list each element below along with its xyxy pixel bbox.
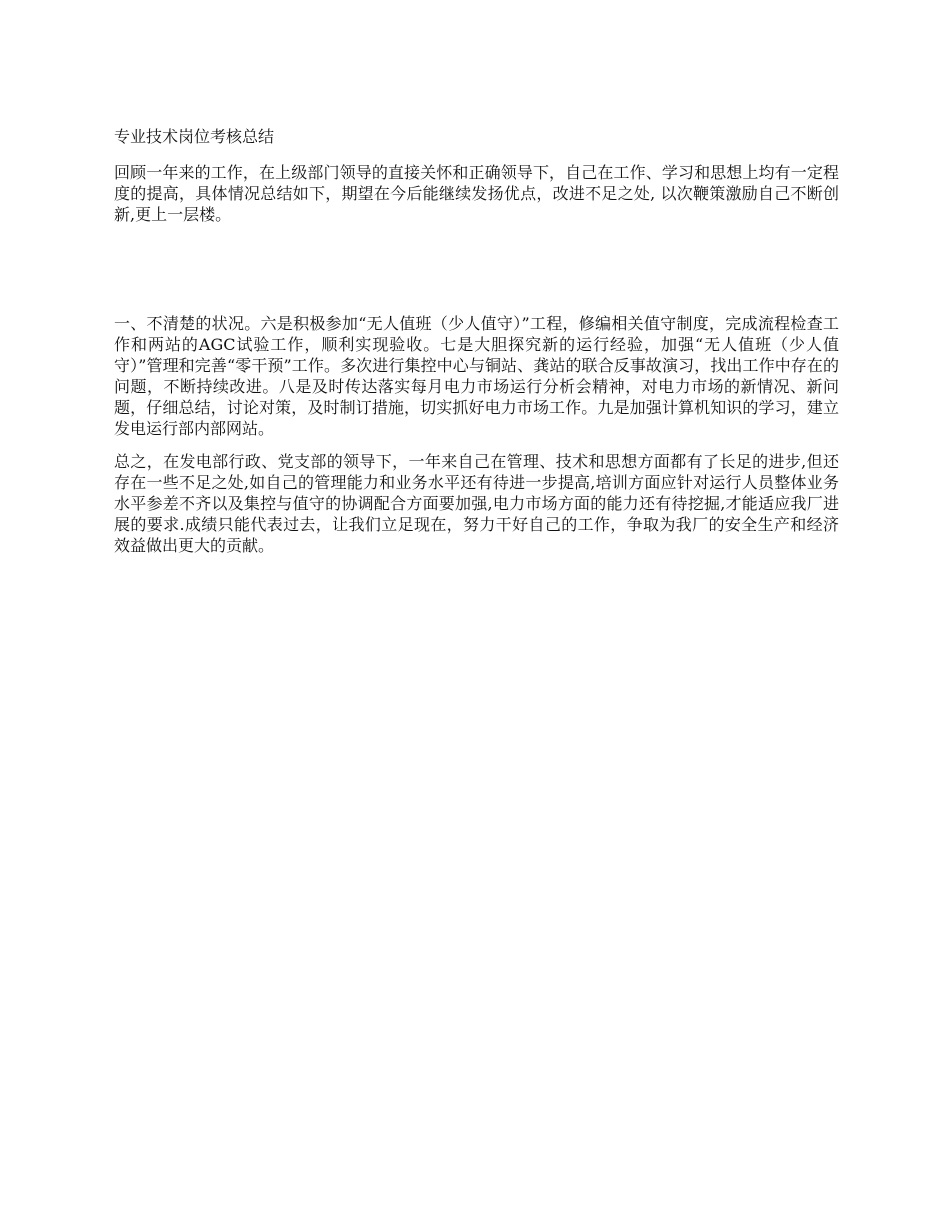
blank-space: [114, 225, 839, 313]
document-page: [114, 126, 839, 556]
document-title: 专业技术岗位考核总结: [114, 127, 275, 146]
paragraph-work-items: 一、不清楚的状况。六是积极参加“无人值班（少人值守）”工程，修编相关值守制度，完成流程检查工作和两站的AGC试验工作，顺利实现验收。七是大胆探究新的运行经验，加强“无人值班（少人值守）”管理和完善“零干预”工作。多次进行集控中心与铜站、龚站的联合反事故演习，找出工作中存在的问题，不断持续改进。八是及时传达落实每月电力市场运行分析会精神，对电力市场的新情况、新问题，仔细总结，讨论对策，及时制订措施，切实抓好电力市场工作。九是加强计算机知识的学习，建立发电运行部内部网站。: [114, 314, 839, 438]
paragraph-intro: 回顾一年来的工作，在上级部门领导的直接关怀和正确领导下，自己在工作、学习和思想上均有一定程度的提高，具体情况总结如下，期望在今后能继续发扬优点，改进不足之处, 以次鞭策激励自己不断创新,更上一层楼。: [114, 163, 839, 224]
paragraph-conclusion: 总之，在发电部行政、党支部的领导下，一年来自己在管理、技术和思想方面都有了长足的进步,但还存在一些不足之处,如自己的管理能力和业务水平还有待进一步提高,培训方面应针对运行人员整体业务水平参差不齐以及集控与值守的协调配合方面要加强,电力市场方面的能力还有待挖掘,才能适应我厂进展的要求.成绩只能代表过去，让我们立足现在，努力干好自己的工作，争取为我厂的安全生产和经济效益做出更大的贡献。: [114, 452, 839, 555]
